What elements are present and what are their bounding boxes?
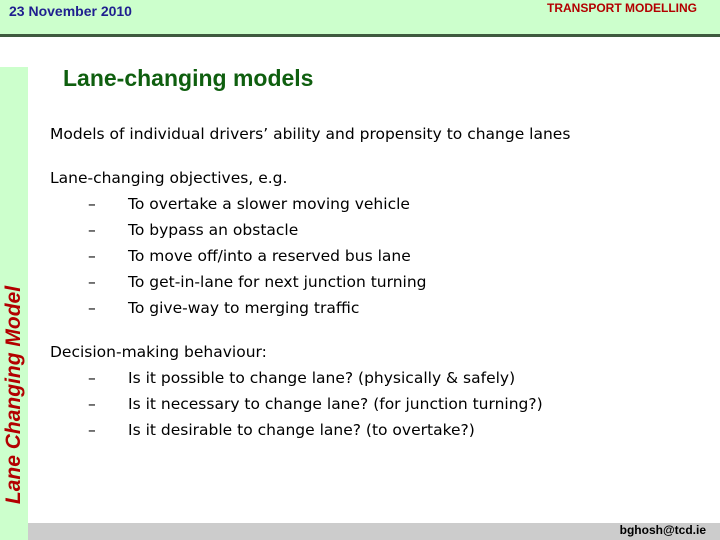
list-item <box>50 243 710 269</box>
header-divider <box>0 34 720 37</box>
list-item-text: To give-way to merging traffic <box>128 299 360 317</box>
list-item <box>50 217 710 243</box>
footer-email: bghosh@tcd.ie <box>619 523 706 537</box>
slide-body <box>50 121 710 443</box>
decision-heading: Decision-making behaviour: <box>50 343 267 361</box>
header-date: 23 November 2010 <box>9 3 132 19</box>
list-item <box>50 191 710 217</box>
slide-title: Lane-changing models <box>63 65 314 91</box>
dash-bullet: – <box>88 299 96 317</box>
list-item-text: Is it desirable to change lane? (to overtake?) <box>128 421 475 439</box>
objectives-heading: Lane-changing objectives, e.g. <box>50 169 288 187</box>
dash-bullet: – <box>88 369 96 387</box>
dash-bullet: – <box>88 421 96 439</box>
dash-bullet: – <box>88 247 96 265</box>
list-item-text: To bypass an obstacle <box>128 221 299 239</box>
footer-bar <box>28 523 720 540</box>
list-item-text: To overtake a slower moving vehicle <box>128 195 410 213</box>
list-item <box>50 365 710 391</box>
dash-bullet: – <box>88 273 96 291</box>
list-item-text: To get-in-lane for next junction turning <box>128 273 427 291</box>
spacer <box>50 321 710 339</box>
list-item-text: Is it necessary to change lane? (for junction turning?) <box>128 395 543 413</box>
list-item-text: To move off/into a reserved bus lane <box>128 247 411 265</box>
dash-bullet: – <box>88 221 96 239</box>
dash-bullet: – <box>88 395 96 413</box>
header-course-title: TRANSPORT MODELLING <box>547 1 697 15</box>
list-item <box>50 295 710 321</box>
list-item <box>50 417 710 443</box>
header-bar <box>0 0 720 34</box>
side-panel <box>0 67 28 540</box>
list-item <box>50 269 710 295</box>
intro-text: Models of individual drivers’ ability and propensity to change lanes <box>50 125 571 143</box>
side-title: Lane Changing Model <box>2 285 25 505</box>
dash-bullet: – <box>88 195 96 213</box>
list-item <box>50 391 710 417</box>
spacer <box>50 147 710 165</box>
list-item-text: Is it possible to change lane? (physically & safely) <box>128 369 516 387</box>
